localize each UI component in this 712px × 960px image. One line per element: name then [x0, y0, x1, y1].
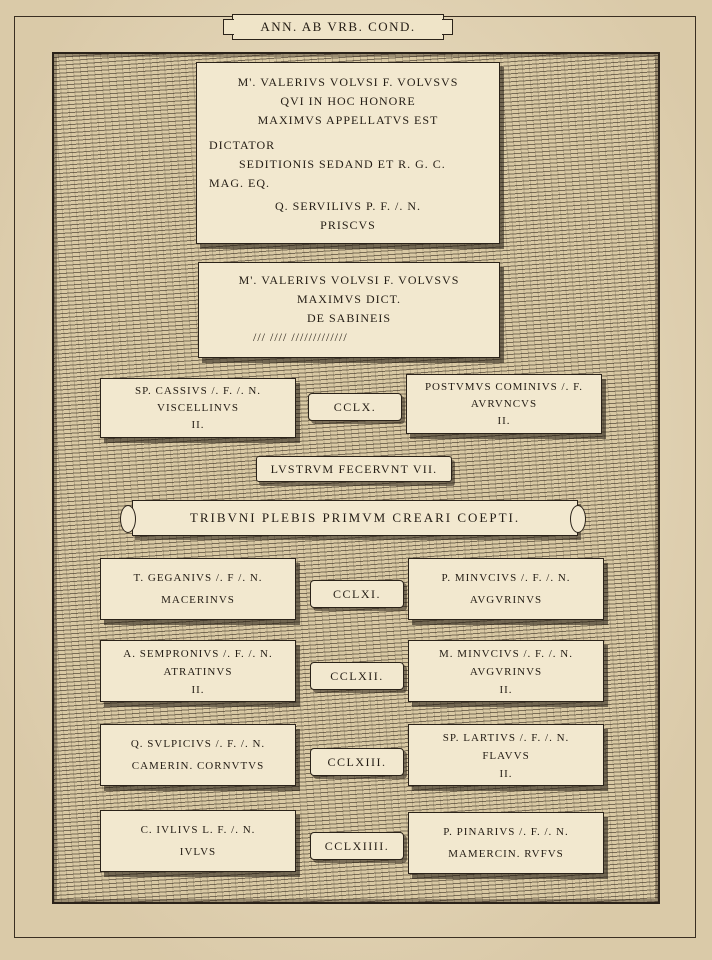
tablet-line: M'. VALERIVS VOLVSI F. VOLVSVS [237, 75, 459, 89]
consul-name: M. MINVCIVS /. F. /. N. [439, 648, 573, 660]
consul-iteration: II. [191, 684, 205, 696]
consul-left-260 [100, 378, 296, 438]
consul-name: P. MINVCIVS /. F. /. N. [441, 572, 571, 584]
scroll-curl-left [120, 505, 136, 533]
lustrum-banner: LVSTRVM FECERVNT VII. [256, 456, 452, 482]
year-badge-263: CCLXIII. [310, 748, 404, 776]
consul-cognomen: FLAVVS [482, 750, 530, 762]
consul-iteration: II. [499, 684, 513, 696]
dictator-tablet [196, 62, 500, 244]
tablet-line: Q. SERVILIVS P. F. /. N. [274, 199, 422, 213]
consul-left-261 [100, 558, 296, 620]
tablet-line: M'. VALERIVS VOLVSI F. VOLVSVS [238, 273, 460, 287]
consul-name: A. SEMPRONIVS /. F. /. N. [123, 648, 273, 660]
consul-left-263 [100, 724, 296, 786]
tablet-line: MAG. EQ. [209, 176, 270, 190]
page-header-label: ANN. AB VRB. COND. [232, 14, 444, 40]
consul-left-262 [100, 640, 296, 702]
tablet-line: DICTATOR [209, 138, 276, 152]
consul-cognomen: IVLVS [179, 846, 217, 858]
consul-iteration: II. [191, 419, 205, 431]
consul-name: POSTVMVS COMINIVS /. F. [424, 381, 584, 393]
year-badge-260: CCLX. [308, 393, 402, 421]
tablet-line: DE SABINEIS [306, 311, 391, 325]
tablet-line: SEDITIONIS SEDAND ET R. G. C. [239, 157, 446, 171]
tablet-line: MAXIMVS DICT. [296, 292, 402, 306]
erased-line: /// //// ///////////// [253, 330, 348, 344]
year-badge-262: CCLXII. [310, 662, 404, 690]
triumph-tablet [198, 262, 500, 358]
consul-right-261 [408, 558, 604, 620]
consul-iteration: II. [497, 415, 511, 427]
consul-name: SP. CASSIVS /. F. /. N. [134, 385, 262, 397]
consul-cognomen: VISCELLINVS [157, 402, 239, 414]
consul-cognomen: MAMERCIN. RVFVS [448, 848, 564, 860]
consul-name: SP. LARTIVS /. F. /. N. [442, 732, 570, 744]
consul-cognomen: AVGVRINVS [469, 594, 543, 606]
consul-name: T. GEGANIVS /. F /. N. [133, 572, 263, 584]
tablet-line: QVI IN HOC HONORE [280, 94, 416, 108]
tablet-line: PRISCVS [320, 218, 376, 232]
tablet-line: MAXIMVS APPELLATVS EST [257, 113, 439, 127]
consul-cognomen: AVGVRINVS [469, 666, 543, 678]
consul-cognomen: MACERINVS [161, 594, 235, 606]
tribuni-banner: TRIBVNI PLEBIS PRIMVM CREARI COEPTI. [132, 500, 578, 536]
year-badge-261: CCLXI. [310, 580, 404, 608]
year-badge-264: CCLXIIII. [310, 832, 404, 860]
consul-iteration: II. [499, 768, 513, 780]
consul-right-264 [408, 812, 604, 874]
consul-cognomen: ATRATINVS [163, 666, 233, 678]
consul-cognomen: CAMERIN. CORNVTVS [131, 760, 265, 772]
consul-name: Q. SVLPICIVS /. F. /. N. [130, 738, 266, 750]
consul-cognomen: AVRVNCVS [470, 398, 538, 410]
consul-name: C. IVLIVS L. F. /. N. [140, 824, 256, 836]
consul-left-264 [100, 810, 296, 872]
scroll-curl-right [570, 505, 586, 533]
consul-right-263 [408, 724, 604, 786]
consul-name: P. PINARIVS /. F. /. N. [443, 826, 569, 838]
consul-right-262 [408, 640, 604, 702]
consul-right-260 [406, 374, 602, 434]
